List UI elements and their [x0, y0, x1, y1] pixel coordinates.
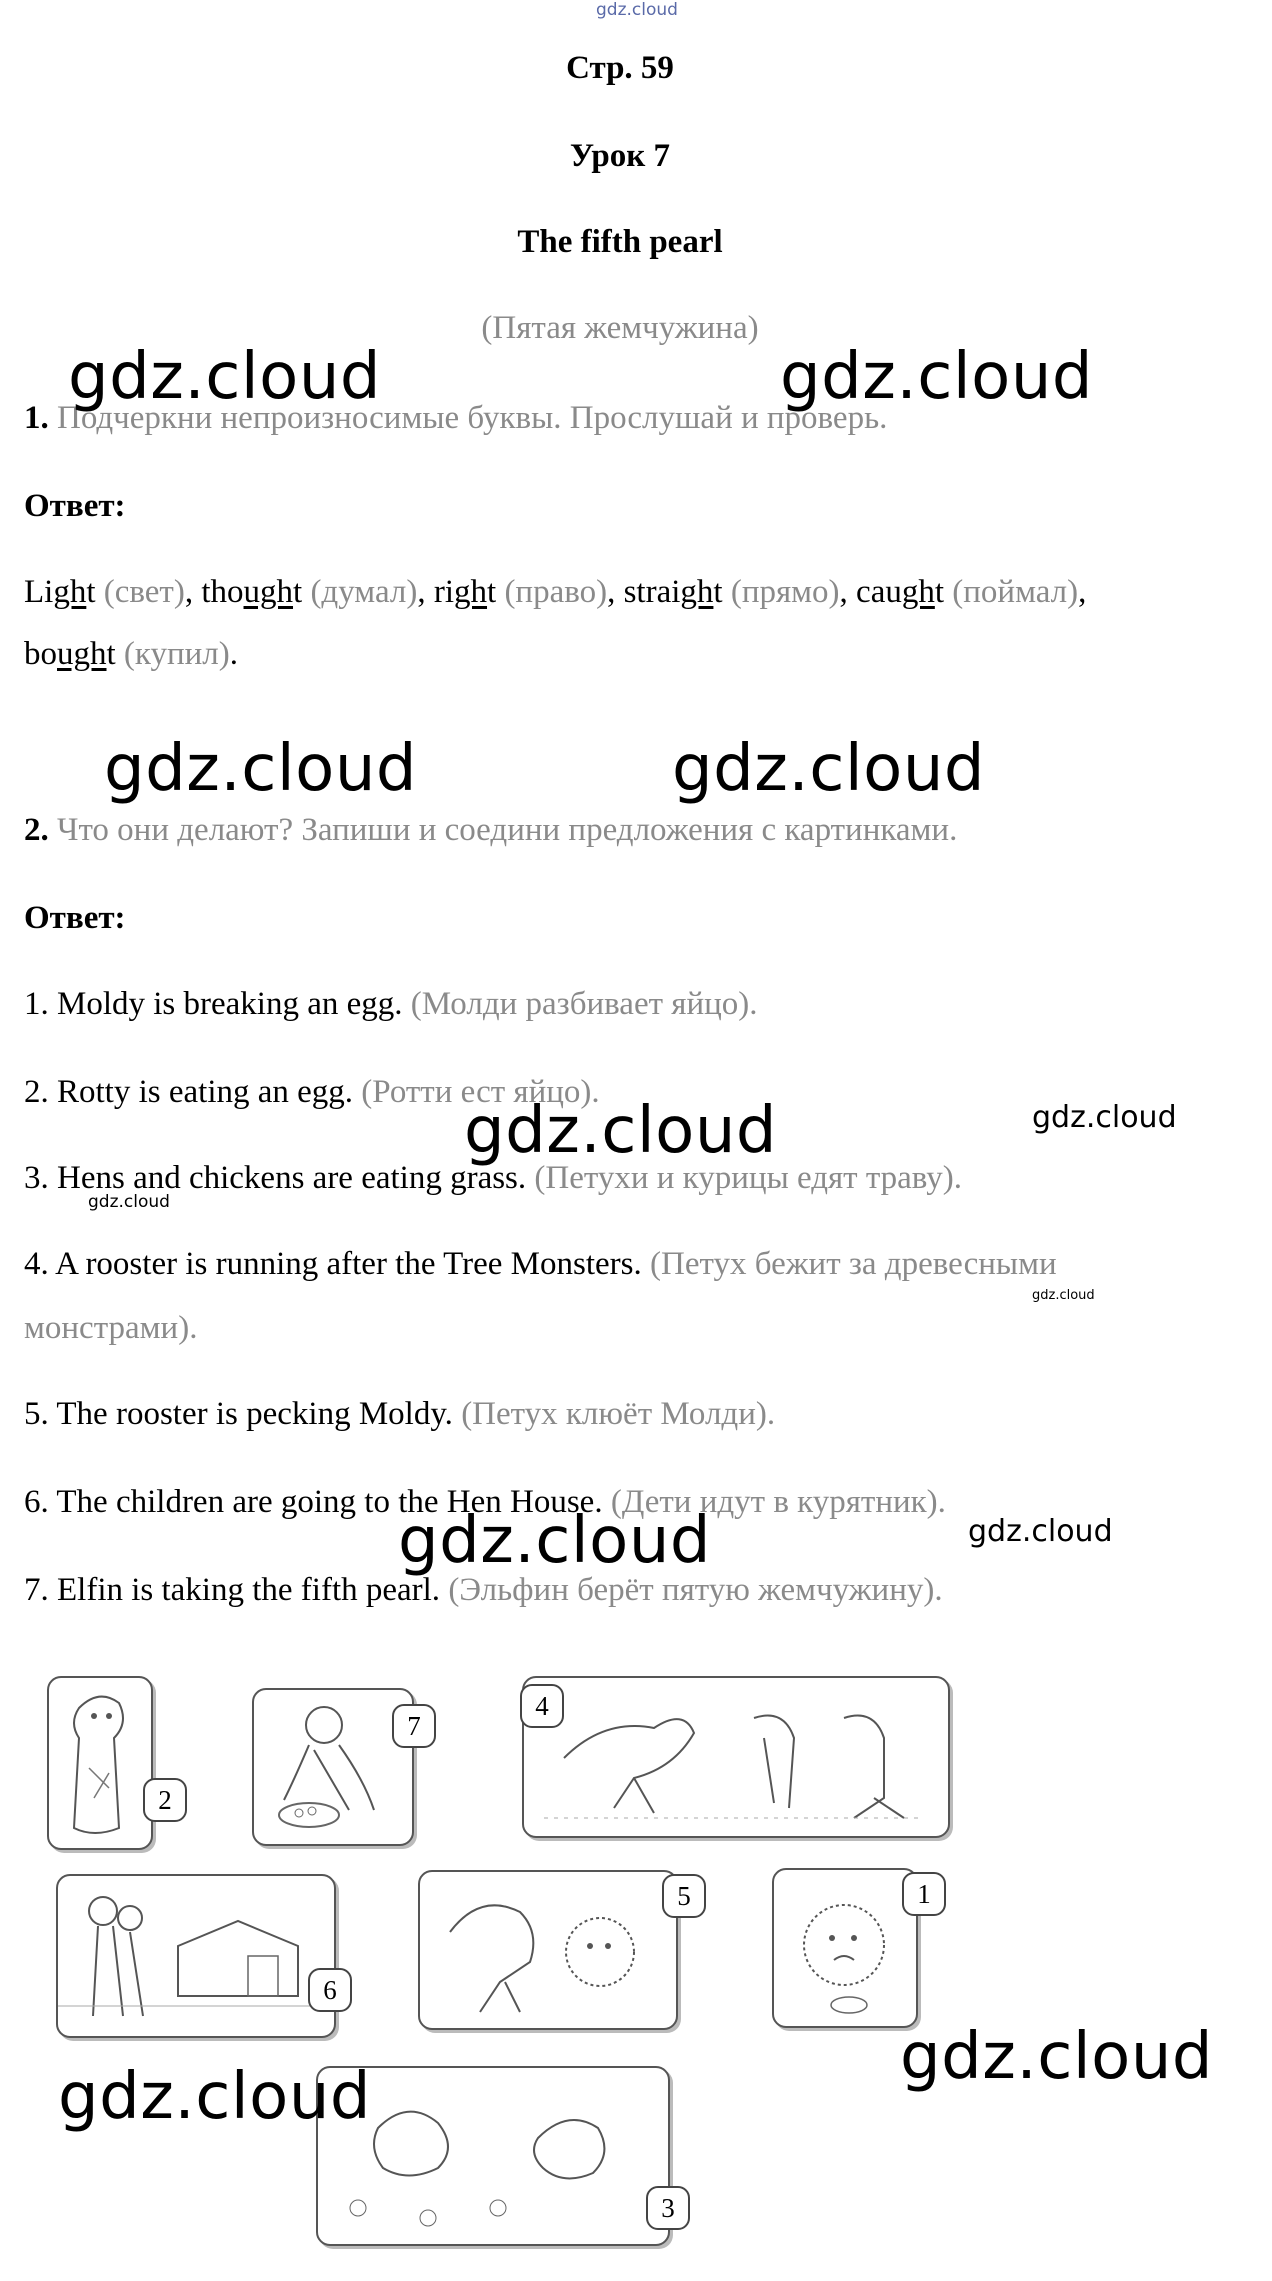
watermark: gdz.cloud: [900, 2020, 1213, 2094]
watermark: gdz.cloud: [104, 732, 417, 806]
sketch-illustration: [774, 1870, 916, 2026]
task1-words-line1: [24, 574, 1086, 611]
word-straight: straight: [623, 574, 723, 610]
answer-item-4: 4. A rooster is running after the Tree Monsters. (Петух бежит за древесными: [24, 1246, 1057, 1282]
separator: ,: [607, 574, 616, 610]
picture-elfin-pearl: [252, 1688, 421, 1846]
answer-item-4-cont: монстрами).: [24, 1310, 198, 1346]
watermark: gdz.cloud: [968, 1514, 1113, 1549]
word-translation: (право): [504, 574, 608, 610]
word-light: Light: [24, 574, 96, 610]
word-right: right: [433, 574, 497, 610]
answer-item-2: 2. Rotty is eating an egg. (Ротти ест яйцо).: [24, 1074, 600, 1110]
watermark: gdz.cloud: [1032, 1100, 1177, 1135]
watermark: gdz.cloud: [464, 1094, 777, 1168]
word-translation: (купил): [123, 636, 230, 672]
watermark: gdz.cloud: [88, 1192, 170, 1212]
word-thought: thought: [201, 574, 303, 610]
task2-instruction: [24, 812, 957, 849]
watermark: gdz.cloud: [68, 340, 381, 414]
separator: ,: [1078, 574, 1087, 610]
picture-badge: 4: [520, 1684, 564, 1728]
watermark: gdz.cloud: [1032, 1288, 1095, 1303]
answer-item-5: 5. The rooster is pecking Moldy. (Петух клюёт Молди).: [24, 1396, 776, 1432]
picture-badge: 7: [392, 1704, 436, 1748]
lesson-label: Урок 7: [569, 138, 671, 174]
word-bought: bought: [24, 636, 116, 672]
watermark: gdz.cloud: [780, 340, 1093, 414]
task1-text: Подчеркни непроизносимые буквы. Прослушай и проверь.: [57, 400, 888, 436]
picture-badge: 1: [902, 1872, 946, 1916]
task1-answer-label: Ответ:: [24, 488, 126, 524]
picture-badge: 6: [308, 1968, 352, 2012]
picture-badge: 2: [143, 1778, 187, 1822]
separator: ,: [184, 574, 194, 610]
sketch-illustration: [420, 1872, 676, 2028]
task2-number: 2.: [24, 812, 49, 848]
picture-rotty-eating: [47, 1676, 172, 1850]
answer-item-7: 7. Elfin is taking the fifth pearl. (Эльфин берёт пятую жемчужину).: [24, 1572, 943, 1608]
word-translation: (поймал): [952, 574, 1079, 610]
task2-answer-label: Ответ:: [24, 900, 126, 936]
picture-rooster-chasing: [522, 1676, 950, 1838]
title-translation: (Пятая жемчужина): [481, 310, 759, 346]
sketch-illustration: [58, 1876, 334, 2036]
sketch-illustration: [49, 1678, 151, 1848]
page-label: Стр. 59: [566, 50, 674, 86]
watermark: gdz.cloud: [398, 1504, 711, 1578]
separator: .: [229, 636, 239, 672]
sketch-illustration: [524, 1678, 948, 1836]
picture-moldy-egg: [772, 1868, 931, 2028]
watermark: gdz.cloud: [672, 732, 985, 806]
task1-number: 1.: [24, 400, 49, 436]
word-caught: caught: [856, 574, 945, 610]
picture-rooster-pecking: [418, 1870, 691, 2030]
separator: ,: [839, 574, 848, 610]
answer-item-6: 6. The children are going to the Hen House. (Дети идут в курятник).: [24, 1484, 946, 1520]
separator: ,: [417, 574, 426, 610]
watermark: gdz.cloud: [58, 2060, 371, 2134]
picture-badge: 5: [662, 1874, 706, 1918]
word-translation: (думал): [310, 574, 418, 610]
word-translation: (свет): [103, 574, 185, 610]
sketch-illustration: [254, 1690, 412, 1844]
task2-text: Что они делают? Запиши и соедини предложения с картинками.: [57, 812, 958, 848]
word-translation: (прямо): [730, 574, 840, 610]
lesson-title: The fifth pearl: [517, 224, 723, 260]
picture-badge: 3: [646, 2186, 690, 2230]
top-watermark: gdz.cloud: [596, 0, 678, 20]
answer-item-3: 3. Hens and chickens are eating grass. (Петухи и курицы едят траву).: [24, 1160, 963, 1196]
answer-item-1: 1. Moldy is breaking an egg. (Молди разбивает яйцо).: [24, 986, 758, 1022]
picture-children-hen-house: [56, 1874, 336, 2038]
task1-words-line2: [24, 636, 238, 673]
